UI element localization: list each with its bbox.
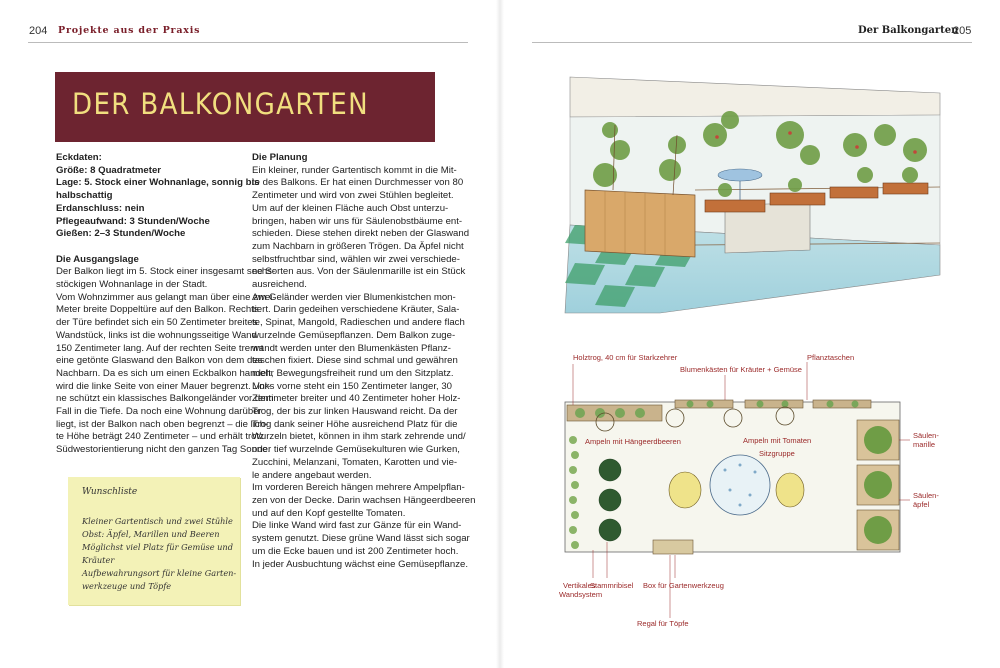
wishlist-item: werkzeuge und Töpfe <box>82 581 172 591</box>
text-line: te, Spinat, Mangold, Radieschen und andere flach <box>252 317 465 329</box>
wishlist-item: Kleiner Gartentisch und zwei Stühle <box>82 516 233 526</box>
eckdaten-item: Lage: 5. Stock einer Wohnanlage, sonnig bis <box>56 177 260 189</box>
text-line: und auf den Kopf gestellte Tomaten. <box>252 507 406 519</box>
wishlist-title: Wunschliste <box>82 487 138 497</box>
wooden-trough <box>585 190 695 257</box>
text-line: Zucchini, Melanzani, Tomaten, Karotten und vie- <box>252 456 458 468</box>
text-line: wandt werden unter den Blumenkästen Pflanz- <box>252 342 451 354</box>
label-wandsystem-1: Vertikales <box>563 581 596 590</box>
text-line: ne Sorten aus. Von der Säulenmarille ist ein Stück <box>252 266 466 278</box>
wishlist-items <box>82 515 237 593</box>
floor-plan <box>545 350 1000 640</box>
text-line: Um auf der kleinen Fläche auch Obst unterzu- <box>252 202 449 214</box>
text-line: In jeder Ausbuchtung wächst eine Gemüsepflanze. <box>252 558 468 570</box>
text-line: wird die linke Seite von einer Mauer begrenzt. Vor- <box>56 380 271 392</box>
label-saeulenaepfel-1: Säulen- <box>913 491 939 500</box>
planung-text <box>252 164 476 572</box>
label-ampel-erdbeeren: Ampeln mit Hängeerdbeeren <box>585 437 681 446</box>
wishlist-item: Möglichst viel Platz für Gemüse und <box>82 542 233 552</box>
chapter-title: Projekte aus der Praxis <box>58 25 201 36</box>
eckdaten-item: Pflegeaufwand: 3 Stunden/Woche <box>56 215 210 227</box>
plan-stammribisel <box>599 459 621 541</box>
right-page <box>500 0 1000 668</box>
eckdaten-item: Erdanschluss: nein <box>56 202 145 214</box>
label-sitzgruppe: Sitzgruppe <box>759 449 795 458</box>
text-line: Wurzeln bietet, können in ihm stark zehrende und/ <box>252 431 466 443</box>
text-line: zen von der Decke. Darin wachsen Hängeerdbeeren <box>252 494 476 506</box>
text-line: schieden. Diese stehen direkt neben der Glaswand <box>252 228 470 240</box>
text-line: zum Nachbarn in größeren Trögen. Da Äpfel nicht <box>252 240 464 252</box>
text-line: le andere angebaut werden. <box>252 469 372 481</box>
text-line: Südwestorientierung nicht den ganzen Tag Sonne. <box>56 444 271 456</box>
text-line: te Höhe beträgt 240 Zentimeter – und erhält trotz <box>56 431 264 443</box>
left-column <box>56 152 276 457</box>
label-box: Box für Gartenwerkzeug <box>643 581 724 590</box>
text-line: Wandstück, links ist die wohnungsseitige Wand <box>56 329 257 341</box>
text-line: Die linke Wand wird fast zur Gänze für ein Wand- <box>252 520 462 532</box>
eckdaten-list <box>56 164 260 241</box>
planung-heading: Die Planung <box>252 152 308 163</box>
text-line: Zentimeter breiter und 40 Zentimeter hoher Holz- <box>252 393 461 405</box>
text-line: Fall in die Tiefe. Da noch eine Wohnung darüber <box>56 406 262 418</box>
text-line: oder tief wurzelnde Gemüsekulturen wie Gurken, <box>252 444 460 456</box>
plan-tool-box <box>653 540 693 554</box>
label-saeulenmarille-1: Säulen- <box>913 431 939 440</box>
text-line: um die Ecke bauen und ist 200 Zentimeter hoch. <box>252 545 459 557</box>
text-line: ne schützt ein klassisches Balkongeländer vor dem <box>56 393 274 405</box>
text-line: Vom Wohnzimmer aus gelangt man über eine zwei <box>56 291 273 303</box>
text-line: bringen, haben wir uns für Säulenobstbäume ent- <box>252 215 463 227</box>
label-holztrog: Holztrog, 40 cm für Starkzehrer <box>573 353 678 362</box>
label-blumenkaesten: Blumenkästen für Kräuter + Gemüse <box>680 365 802 374</box>
header-rule-right <box>532 42 972 43</box>
text-line: stöckigen Wohnanlage in der Stadt. <box>56 279 208 291</box>
right-column <box>252 152 476 571</box>
text-line: system genutzt. Diese grüne Wand lässt sich sogar <box>252 533 470 545</box>
plan-chair-right <box>776 473 804 507</box>
label-wandsystem-2: Wandsystem <box>559 590 603 599</box>
balcony-illustration <box>565 75 945 315</box>
text-line: Am Geländer werden vier Blumenkistchen mon- <box>252 291 456 303</box>
text-line: ausreichend. <box>252 279 307 291</box>
header-rule <box>28 42 468 43</box>
label-ampel-tomaten: Ampeln mit Tomaten <box>743 436 812 445</box>
wishlist-item: Obst: Äpfel, Marillen und Beeren <box>82 529 220 539</box>
text-line: taschen fixiert. Diese sind schmal und gewähren <box>252 355 458 367</box>
label-stammribisel: Stammribisel <box>590 581 634 590</box>
label-regal: Regal für Töpfe <box>637 619 689 628</box>
page-title: DER BALKONGARTEN <box>72 87 369 121</box>
text-line: Meter breite Doppeltüre auf den Balkon. Rechts <box>56 304 259 316</box>
text-line: Ein kleiner, runder Gartentisch kommt in die Mit- <box>252 164 457 176</box>
right-page-number: 205 <box>953 25 972 37</box>
eckdaten-item: Gießen: 2–3 Stunden/Woche <box>56 228 186 240</box>
left-page-number: 204 <box>29 25 48 37</box>
plan-columnar-trees <box>857 420 899 550</box>
wishlist-box <box>68 477 240 605</box>
label-saeulenmarille-2: marille <box>913 440 936 449</box>
eckdaten-heading: Eckdaten: <box>56 152 102 163</box>
text-line: liegt, ist der Balkon nach oben begrenzt – die lich- <box>56 418 269 430</box>
text-line: wurzelnde Gemüsepflanzen. Dem Balkon zuge- <box>252 329 456 341</box>
label-pflanztaschen: Pflanztaschen <box>807 353 855 362</box>
wishlist-item: Kräuter <box>82 555 115 565</box>
text-line: Der Balkon liegt im 5. Stock einer insgesamt sechs- <box>56 266 276 278</box>
text-line: Nachbarn. Da es sich um einen Eckbalkon handelt, <box>56 367 274 379</box>
text-line: te des Balkons. Er hat einen Durchmesser von 80 <box>252 177 464 189</box>
text-line: Trog, der bis zur linken Hauswand reicht. Da der <box>252 406 458 418</box>
text-line: Zentimeter und wird von zwei Stühlen begleitet. <box>252 190 454 202</box>
ausgangslage-text <box>56 266 276 457</box>
garden-table <box>718 169 762 181</box>
ausgangslage-heading: Die Ausgangslage <box>56 253 139 265</box>
eckdaten-item: halbschattig <box>56 190 113 202</box>
plan-chair-left <box>669 472 701 508</box>
label-saeulenaepfel-2: äpfel <box>913 500 930 509</box>
eckdaten-item: Größe: 8 Quadratmeter <box>56 164 162 176</box>
wishlist-item: Aufbewahrungsort für kleine Garten- <box>82 568 237 578</box>
text-line: Links vorne steht ein 150 Zentimeter langer, 30 <box>252 380 452 392</box>
text-line: der Türe befindet sich ein 50 Zentimeter breites <box>56 317 258 329</box>
section-title: Der Balkongarten <box>858 25 959 36</box>
text-line: Im vorderen Bereich hängen mehrere Ampelpflan- <box>252 482 465 494</box>
text-line: tiert. Darin gedeihen verschiedene Kräuter, Sala- <box>252 304 460 316</box>
text-line: eine getönte Glaswand den Balkon von dem des <box>56 355 263 367</box>
text-line: Trog dank seiner Höhe ausreichend Platz für die <box>252 418 458 430</box>
title-banner <box>55 72 435 142</box>
text-line: 150 Zentimeter lang. Auf der rechten Seite trennt <box>56 342 264 354</box>
text-line: mehr Bewegungsfreiheit rund um den Sitzplatz. <box>252 367 454 379</box>
text-line: selbstfruchtbar sind, wählen wir zwei verschiede- <box>252 253 460 265</box>
ceiling <box>570 77 940 117</box>
